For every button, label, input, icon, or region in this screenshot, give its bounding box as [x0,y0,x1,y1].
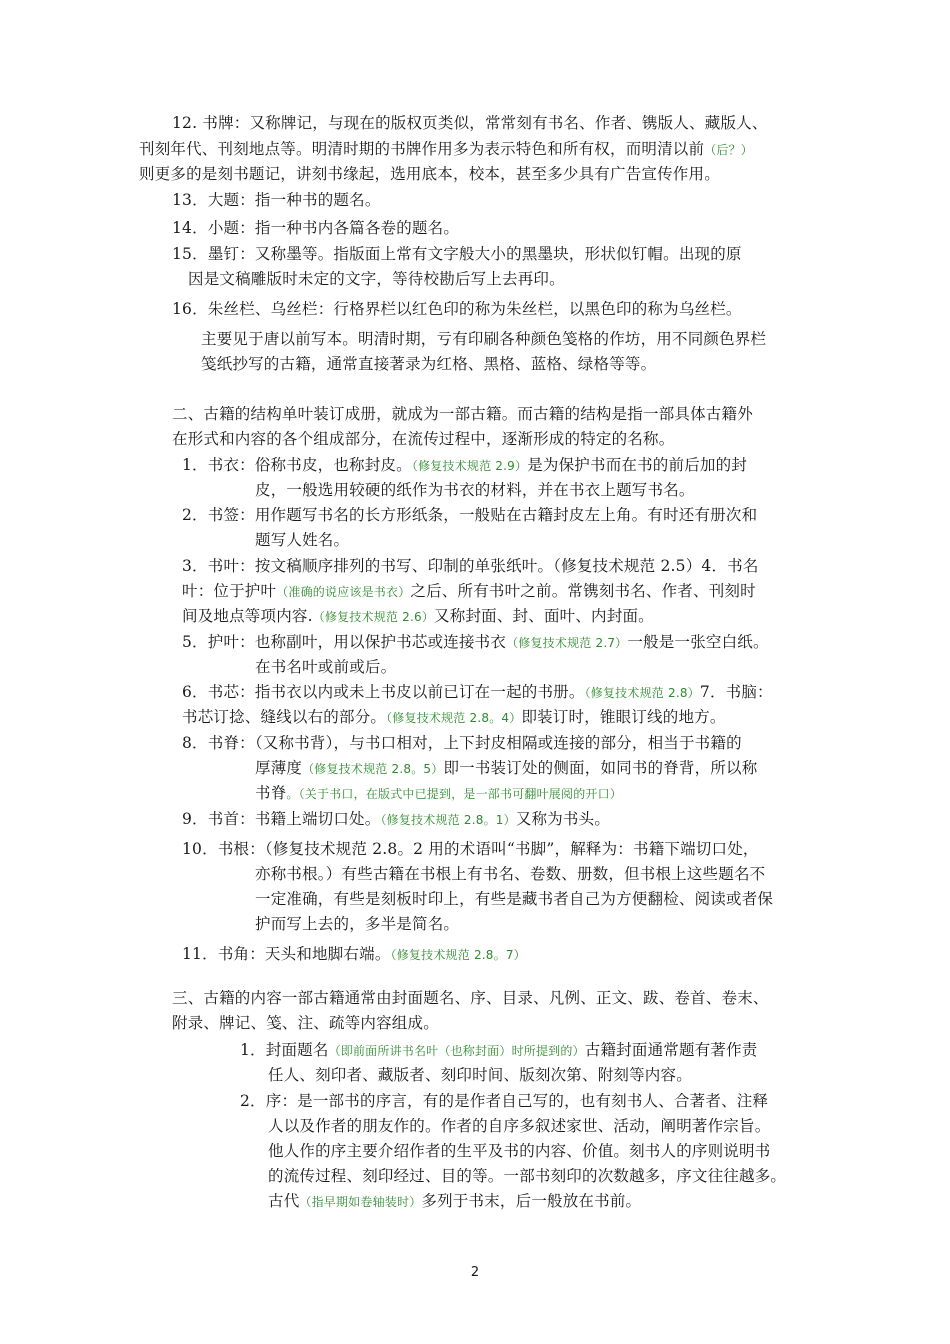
text-segment: 笺纸抄写的古籍，通常直接著录为红格、黑格、蓝格、绿格等等。 [201,355,657,373]
annotation-note: （修复技术规范 2.8） [584,686,700,700]
text-segment: 书脊 [255,784,287,802]
text-segment: 主要见于唐以前写本。明清时期，亏有印刷各种颜色笺格的作坊，用不同颜色界栏 [201,330,767,348]
text-segment: 题写人姓名。 [255,531,350,549]
text-segment: 的流传过程、刻印经过、目的等。一部书刻印的次数越多，序文往往越多。 [268,1167,787,1185]
text-segment: 在书名叶或前或后。 [255,658,397,676]
text-segment: 皮，一般选用较硬的纸作为书衣的材料，并在书衣上题写书名。 [255,481,695,499]
text-line [172,988,769,1008]
text-line [182,809,610,830]
text-segment: 古代 [268,1192,300,1210]
text-segment: 9．书首：书籍上端切口处。 [182,810,381,828]
text-segment: 人以及作者的朋友作的。作者的自序多叙述家世、活动，阐明著作宗旨。 [268,1117,771,1135]
text-segment: 附录、牌记、笺、注、疏等内容组成。 [172,1014,439,1032]
text-segment: 护而写上去的，多半是简名。 [255,915,460,933]
text-segment: 14．小题：指一种书内各篇各卷的题名。 [172,219,460,237]
text-segment: 因是文稿雕版时未定的文字，等待校勘后写上去再印。 [188,270,565,288]
text-line [268,1191,641,1212]
text-segment: 6．书芯：指书衣以内或未上书皮以前已订在一起的书册。 [182,683,585,701]
text-segment: 3．书叶：按文稿顺序排列的书写、印制的单张纸叶。（修复技术规范 2.5）4．书名 [182,557,759,575]
text-segment: 则更多的是刻书题记，讲刻书缘起，选用底本，校本，甚至多少具有广告宣传作用。 [139,165,720,183]
text-line [255,889,773,909]
text-segment: 即装订时，锥眼订线的地方。 [521,708,726,726]
text-line [255,657,396,677]
text-line [268,1166,786,1186]
annotation-note: （修复技术规范 2.8。5） [302,762,444,776]
text-segment: 在形式和内容的各个组成部分，在流传过程中，逐渐形成的特定的名称。 [172,430,675,448]
text-line [201,329,766,349]
annotation-note: （修复技术规范 2.8。7） [390,948,526,962]
text-segment: 2．序：是一部书的序言，有的是作者自己写的，也有刻书人、合著者、注释 [240,1092,769,1110]
annotation-note: （后？） [704,143,754,157]
text-segment: 叶：位于护叶 [182,582,277,600]
text-segment: 之后、所有书叶之前。常镌刻书名、作者、刊刻时 [410,582,756,600]
text-line [182,944,526,965]
text-line [182,733,742,753]
text-segment: 1．书衣：俗称书皮，也称封皮。 [182,456,412,474]
text-segment: 亦称书根。）有些古籍在书根上有书名、卷数、册数，但书根上这些题名不 [255,865,766,883]
text-segment: 书芯订捻、缝线以右的部分。 [182,708,387,726]
annotation-note: （即前面所讲书名叶（也称封面）时所提到的） [328,1044,585,1058]
text-segment: 13．大题：指一种书的题名。 [172,191,381,209]
text-line [172,244,742,264]
text-segment: 5．护叶：也称副叶，用以保护书芯或连接书衣 [182,633,507,651]
text-segment: 三、古籍的内容一部古籍通常由封面题名、序、目录、凡例、正文、跋、卷首、卷末、 [172,989,769,1007]
text-segment: 厚薄度 [255,759,303,777]
text-segment: 间及地点等项内容. [182,607,313,625]
text-line [172,299,742,319]
text-line [172,190,381,210]
annotation-note: （指早期如卷轴装时） [299,1195,422,1209]
text-line [255,864,765,884]
text-line [201,354,656,374]
text-line [255,530,349,550]
text-line [182,632,769,653]
text-segment: 他人作的序主要介绍作者的生平及书的内容、价值。刻书人的序则说明书 [268,1142,771,1160]
text-segment: 15．墨钉：又称墨等。指版面上常有文字般大小的黑墨块，形状似钉帽。出现的原 [172,245,742,263]
text-line [139,164,720,184]
text-line [268,1141,770,1161]
text-line [182,839,759,859]
text-line [255,783,622,804]
text-line [182,581,756,602]
text-line [172,1013,439,1033]
text-line [255,914,459,934]
text-line [172,429,674,449]
text-line [240,1091,768,1111]
annotation-note: （修复技术规范 2.8。4） [386,711,522,725]
text-line [172,218,459,238]
text-segment: 刊刻年代、刊刻地点等。明清时期的书牌作用多为表示特色和所有权，而明清以前 [139,140,705,158]
text-segment: 1．封面题名 [240,1041,329,1059]
text-segment: 任人、刻印者、藏版者、刻印时间、版刻次第、附刻等内容。 [268,1066,692,1084]
text-segment: 8．书脊：（又称书背），与书口相对，上下封皮相隔或连接的部分，相当于书籍的 [182,734,742,752]
text-line [268,1116,770,1136]
text-line [182,707,726,728]
annotation-note: （准确的说应该是书衣） [276,585,411,599]
text-segment: 又称为书头。 [515,810,611,828]
text-line [182,505,757,525]
text-line [188,269,565,289]
text-segment: 又称封面、封、面叶、内封面。 [434,607,654,625]
text-line [182,556,759,576]
text-segment: 是为保护书而在书的前后加的封 [527,456,747,474]
text-line [182,682,773,703]
text-segment: 一定准确，有些是刻板时印上，有些是藏书者自己为方便翻检、阅读或者保 [255,890,774,908]
text-segment: 古籍封面通常题有著作责 [584,1041,758,1059]
text-segment: 7．书脑： [699,683,773,701]
text-line [172,404,753,424]
text-segment: 10．书根：（修复技术规范 2.8。2 用的术语叫“书脚”，解释为：书籍下端切口处， [182,840,759,858]
annotation-note: （修复技术规范 2.6） [312,610,435,624]
text-line [182,455,747,476]
text-segment: 2．书签：用作题写书名的长方形纸条，一般贴在古籍封皮左上角。有时还有册次和 [182,506,758,524]
text-segment: 二、古籍的结构单叶装订成册，就成为一部古籍。而古籍的结构是指一部具体古籍外 [172,405,753,423]
annotation-note: （修复技术规范 2.9） [411,459,528,473]
text-line [240,1040,757,1061]
annotation-note: （修复技术规范 2.7） [506,636,628,650]
text-line [255,758,757,779]
page-number: 2 [470,1265,480,1280]
annotation-note: （修复技术规范 2.8。1） [380,813,516,827]
text-line [255,480,695,500]
text-segment: 多列于书末，后一般放在书前。 [421,1192,642,1210]
text-segment: 12. 书牌：又称牌记，与现在的版权页类似，常常刻有书名、作者、镌版人、藏版人、 [172,114,768,132]
text-line [268,1065,692,1085]
text-line [172,113,768,133]
text-line [182,606,654,627]
text-segment: 16．朱丝栏、乌丝栏：行格界栏以红色印的称为朱丝栏，以黑色印的称为乌丝栏。 [172,300,742,318]
annotation-note: 。（关于书口，在版式中已提到，是一部书可翻叶展阅的开口） [286,787,623,801]
text-segment: 一般是一张空白纸。 [627,633,769,651]
text-segment: 11．书角：天头和地脚右端。 [182,945,391,963]
text-line [139,139,753,160]
text-segment: 即一书装订处的侧面，如同书的脊背，所以称 [443,759,758,777]
